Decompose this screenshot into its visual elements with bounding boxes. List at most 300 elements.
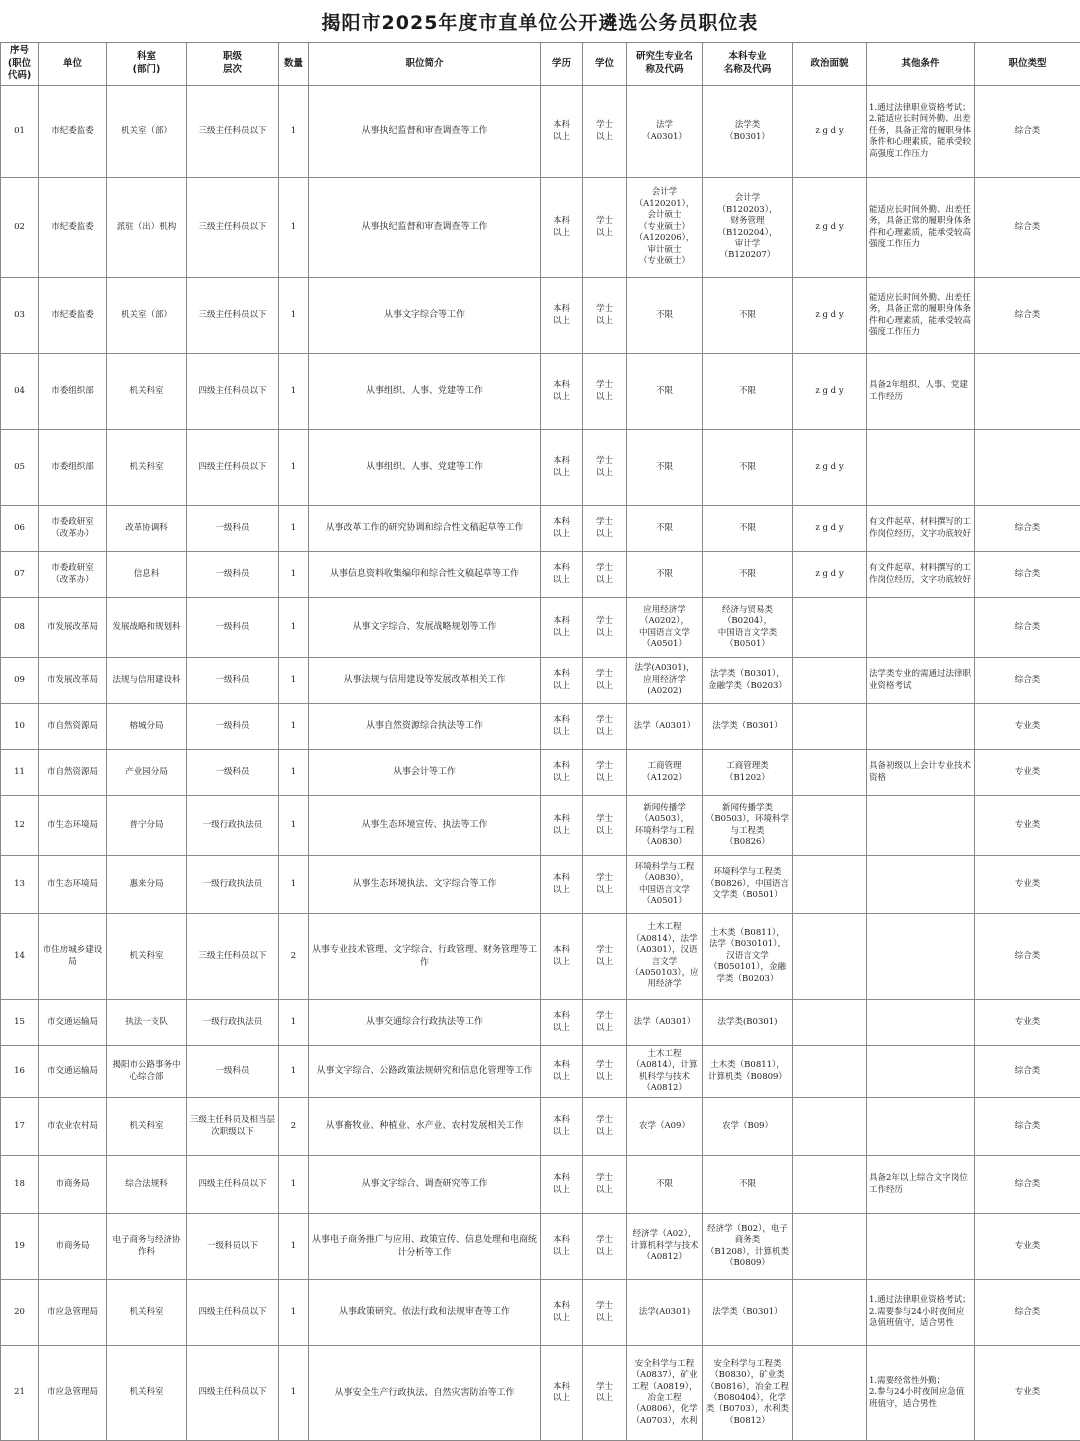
headcount-cell: 1 (279, 1000, 309, 1046)
degree-cell: 学士 以上 (583, 1346, 627, 1441)
department-cell: 电子商务与经济协作科 (107, 1214, 187, 1280)
degree-cell: 学士 以上 (583, 178, 627, 278)
table-row (1, 1046, 1080, 1098)
job-description-cell: 从事信息资料收集编印和综合性文稿起草等工作 (309, 552, 541, 598)
col-unit-header: 单位 (39, 43, 107, 86)
position-code-cell: 08 (1, 598, 39, 658)
rank-level-cell: 一级科员 (187, 750, 279, 796)
undergrad-major-cell: 土木类（B0811）， 计算机类（B0809） (703, 1046, 793, 1098)
undergrad-major-cell: 土木类（B0811）， 法学（B030101）， 汉语言文学 （B050101），金融学类（B0203） (703, 914, 793, 1000)
col-desc-header: 职位简介 (309, 43, 541, 86)
position-type-cell: 综合类 (975, 1280, 1080, 1346)
other-conditions-cell (867, 796, 975, 856)
other-conditions-cell: 能适应长时间外勤、出差任务，具备正常的履职身体条件和心理素质，能承受较高强度工作压力 (867, 178, 975, 278)
job-description-cell: 从事文字综合、发展战略规划等工作 (309, 598, 541, 658)
rank-level-cell: 四级主任科员以下 (187, 354, 279, 430)
education-cell: 本科 以上 (541, 506, 583, 552)
department-cell: 机关室（部） (107, 86, 187, 178)
other-conditions-cell: 有文件起草、材料撰写的工作岗位经历，文字功底较好 (867, 506, 975, 552)
headcount-cell: 1 (279, 598, 309, 658)
job-description-cell: 从事文字综合、公路政策法规研究和信息化管理等工作 (309, 1046, 541, 1098)
undergrad-major-cell: 法学类（B0301） (703, 1280, 793, 1346)
col-type-header: 职位类型 (975, 43, 1080, 86)
table-row (1, 796, 1080, 856)
position-code-cell: 01 (1, 86, 39, 178)
job-description-cell: 从事组织、人事、党建等工作 (309, 354, 541, 430)
table-row (1, 86, 1080, 178)
education-cell: 本科 以上 (541, 914, 583, 1000)
department-cell: 机关科室 (107, 354, 187, 430)
rank-level-cell: 一级科员 (187, 598, 279, 658)
unit-name-cell: 市纪委监委 (39, 178, 107, 278)
department-cell: 发展战略和规划科 (107, 598, 187, 658)
undergrad-major-cell: 农学（B09） (703, 1098, 793, 1156)
job-description-cell: 从事文字综合、调查研究等工作 (309, 1156, 541, 1214)
graduate-major-cell: 不限 (627, 552, 703, 598)
rank-level-cell: 一级科员 (187, 1046, 279, 1098)
political-status-cell (793, 704, 867, 750)
table-row (1, 1346, 1080, 1441)
undergrad-major-cell: 环境科学与工程类 （B0826），中国语言文学类（B0501） (703, 856, 793, 914)
department-cell: 改革协调科 (107, 506, 187, 552)
other-conditions-cell (867, 914, 975, 1000)
degree-cell: 学士 以上 (583, 1156, 627, 1214)
position-code-cell: 13 (1, 856, 39, 914)
education-cell: 本科 以上 (541, 86, 583, 178)
political-status-cell: z g d y (793, 506, 867, 552)
unit-name-cell: 市自然资源局 (39, 750, 107, 796)
degree-cell: 学士 以上 (583, 278, 627, 354)
table-row (1, 1000, 1080, 1046)
job-description-cell: 从事组织、人事、党建等工作 (309, 430, 541, 506)
position-code-cell: 12 (1, 796, 39, 856)
political-status-cell: z g d y (793, 278, 867, 354)
col-num-header: 数量 (279, 43, 309, 86)
unit-name-cell: 市自然资源局 (39, 704, 107, 750)
department-cell: 信息科 (107, 552, 187, 598)
table-body (1, 86, 1080, 1441)
rank-level-cell: 三级主任科员以下 (187, 914, 279, 1000)
job-description-cell: 从事畜牧业、种植业、水产业、农村发展相关工作 (309, 1098, 541, 1156)
rank-level-cell: 一级行政执法员 (187, 856, 279, 914)
headcount-cell: 1 (279, 430, 309, 506)
other-conditions-cell: 1.需要经常性外勤； 2.参与24小时夜间应急值班值守，适合男性 (867, 1346, 975, 1441)
positions-table (0, 42, 1080, 1441)
education-cell: 本科 以上 (541, 430, 583, 506)
unit-name-cell: 市商务局 (39, 1214, 107, 1280)
headcount-cell: 2 (279, 914, 309, 1000)
undergrad-major-cell: 不限 (703, 1156, 793, 1214)
position-code-cell: 09 (1, 658, 39, 704)
position-code-cell: 20 (1, 1280, 39, 1346)
other-conditions-cell: 1.通过法律职业资格考试； 2.能适应长时间外勤、出差任务，具备正常的履职身体条件和心理素质，能承受较高强度工作压力 (867, 86, 975, 178)
job-description-cell: 从事自然资源综合执法等工作 (309, 704, 541, 750)
headcount-cell: 1 (279, 658, 309, 704)
degree-cell: 学士 以上 (583, 552, 627, 598)
position-type-cell: 综合类 (975, 278, 1080, 354)
table-row (1, 750, 1080, 796)
position-type-cell: 综合类 (975, 598, 1080, 658)
undergrad-major-cell: 法学类(B0301) (703, 1000, 793, 1046)
degree-cell: 学士 以上 (583, 1214, 627, 1280)
political-status-cell: z g d y (793, 552, 867, 598)
table-row (1, 598, 1080, 658)
headcount-cell: 1 (279, 1280, 309, 1346)
other-conditions-cell: 具备2年组织、人事、党建工作经历 (867, 354, 975, 430)
other-conditions-cell: 具备初级以上会计专业技术资格 (867, 750, 975, 796)
graduate-major-cell: 不限 (627, 354, 703, 430)
position-type-cell: 综合类 (975, 1098, 1080, 1156)
other-conditions-cell: 法学类专业的需通过法律职业资格考试 (867, 658, 975, 704)
position-type-cell: 综合类 (975, 178, 1080, 278)
degree-cell: 学士 以上 (583, 914, 627, 1000)
position-code-cell: 07 (1, 552, 39, 598)
unit-name-cell: 市生态环境局 (39, 796, 107, 856)
political-status-cell (793, 796, 867, 856)
col-grad-major-header: 研究生专业名 称及代码 (627, 43, 703, 86)
other-conditions-cell: 有文件起草、材料撰写的工作岗位经历，文字功底较好 (867, 552, 975, 598)
unit-name-cell: 市纪委监委 (39, 86, 107, 178)
table-row (1, 506, 1080, 552)
political-status-cell (793, 1046, 867, 1098)
position-type-cell: 综合类 (975, 914, 1080, 1000)
degree-cell: 学士 以上 (583, 506, 627, 552)
department-cell: 普宁分局 (107, 796, 187, 856)
job-description-cell: 从事执纪监督和审查调查等工作 (309, 178, 541, 278)
other-conditions-cell (867, 598, 975, 658)
headcount-cell: 1 (279, 1346, 309, 1441)
graduate-major-cell: 不限 (627, 278, 703, 354)
table-row (1, 278, 1080, 354)
job-description-cell: 从事专业技术管理、文字综合、行政管理、财务管理等工作 (309, 914, 541, 1000)
department-cell: 执法一支队 (107, 1000, 187, 1046)
education-cell: 本科 以上 (541, 552, 583, 598)
degree-cell: 学士 以上 (583, 658, 627, 704)
job-description-cell: 从事交通综合行政执法等工作 (309, 1000, 541, 1046)
position-type-cell: 专业类 (975, 796, 1080, 856)
graduate-major-cell: 应用经济学 （A0202）， 中国语言文学 （A0501） (627, 598, 703, 658)
table-row (1, 1214, 1080, 1280)
rank-level-cell: 一级行政执法员 (187, 796, 279, 856)
degree-cell: 学士 以上 (583, 796, 627, 856)
graduate-major-cell: 法学 （A0301） (627, 86, 703, 178)
position-code-cell: 14 (1, 914, 39, 1000)
position-code-cell: 04 (1, 354, 39, 430)
other-conditions-cell (867, 1046, 975, 1098)
political-status-cell (793, 598, 867, 658)
headcount-cell: 1 (279, 178, 309, 278)
unit-name-cell: 市发展改革局 (39, 598, 107, 658)
job-description-cell: 从事安全生产行政执法、自然灾害防治等工作 (309, 1346, 541, 1441)
graduate-major-cell: 法学（A0301） (627, 704, 703, 750)
headcount-cell: 1 (279, 1046, 309, 1098)
department-cell: 榕城分局 (107, 704, 187, 750)
col-degree-header: 学位 (583, 43, 627, 86)
position-type-cell: 综合类 (975, 506, 1080, 552)
rank-level-cell: 一级科员以下 (187, 1214, 279, 1280)
department-cell: 机关科室 (107, 1346, 187, 1441)
degree-cell: 学士 以上 (583, 1098, 627, 1156)
graduate-major-cell: 工商管理 （A1202） (627, 750, 703, 796)
table-row (1, 914, 1080, 1000)
undergrad-major-cell: 会计学 （B120203）， 财务管理 （B120204）， 审计学 （B120207） (703, 178, 793, 278)
political-status-cell (793, 1346, 867, 1441)
undergrad-major-cell: 不限 (703, 278, 793, 354)
unit-name-cell: 市交通运输局 (39, 1000, 107, 1046)
undergrad-major-cell: 经济与贸易类 （B0204）， 中国语言文学类 （B0501） (703, 598, 793, 658)
headcount-cell: 1 (279, 750, 309, 796)
job-description-cell: 从事执纪监督和审查调查等工作 (309, 86, 541, 178)
education-cell: 本科 以上 (541, 354, 583, 430)
graduate-major-cell: 不限 (627, 430, 703, 506)
unit-name-cell: 市委组织部 (39, 354, 107, 430)
education-cell: 本科 以上 (541, 796, 583, 856)
unit-name-cell: 市应急管理局 (39, 1346, 107, 1441)
headcount-cell: 1 (279, 86, 309, 178)
position-code-cell: 02 (1, 178, 39, 278)
col-other-header: 其他条件 (867, 43, 975, 86)
col-code-header: 序号 (职位 代码) (1, 43, 39, 86)
rank-level-cell: 四级主任科员以下 (187, 1280, 279, 1346)
position-type-cell: 专业类 (975, 1000, 1080, 1046)
education-cell: 本科 以上 (541, 750, 583, 796)
job-description-cell: 从事生态环境宣传、执法等工作 (309, 796, 541, 856)
department-cell: 产业园分局 (107, 750, 187, 796)
other-conditions-cell: 能适应长时间外勤、出差任务，具备正常的履职身体条件和心理素质，能承受较高强度工作压力 (867, 278, 975, 354)
position-type-cell (975, 430, 1080, 506)
position-code-cell: 17 (1, 1098, 39, 1156)
education-cell: 本科 以上 (541, 704, 583, 750)
unit-name-cell: 市交通运输局 (39, 1046, 107, 1098)
graduate-major-cell: 法学(A0301) (627, 1280, 703, 1346)
headcount-cell: 1 (279, 552, 309, 598)
unit-name-cell: 市住房城乡建设局 (39, 914, 107, 1000)
position-type-cell: 综合类 (975, 1046, 1080, 1098)
political-status-cell (793, 750, 867, 796)
undergrad-major-cell: 新闻传播学类 （B0503），环境科学与工程类 （B0826） (703, 796, 793, 856)
department-cell: 机关科室 (107, 1098, 187, 1156)
graduate-major-cell: 土木工程 （A0814），计算机科学与技术 （A0812） (627, 1046, 703, 1098)
rank-level-cell: 三级主任科员及相当层次职级以下 (187, 1098, 279, 1156)
unit-name-cell: 市商务局 (39, 1156, 107, 1214)
col-dept-header: 科室 (部门) (107, 43, 187, 86)
department-cell: 揭阳市公路事务中心综合部 (107, 1046, 187, 1098)
headcount-cell: 1 (279, 354, 309, 430)
position-code-cell: 11 (1, 750, 39, 796)
graduate-major-cell: 会计学 （A120201）， 会计硕士 （专业硕士） （A120206）， 审计硕士 （专业硕士） (627, 178, 703, 278)
rank-level-cell: 一级科员 (187, 704, 279, 750)
table-row (1, 354, 1080, 430)
graduate-major-cell: 经济学（A02）， 计算机科学与技术（A0812） (627, 1214, 703, 1280)
position-type-cell: 综合类 (975, 1156, 1080, 1214)
rank-level-cell: 一级科员 (187, 552, 279, 598)
rank-level-cell: 四级主任科员以下 (187, 1156, 279, 1214)
degree-cell: 学士 以上 (583, 1000, 627, 1046)
undergrad-major-cell: 法学类（B0301） (703, 704, 793, 750)
col-rank-header: 职级 层次 (187, 43, 279, 86)
graduate-major-cell: 新闻传播学 （A0503）， 环境科学与工程 （A0830） (627, 796, 703, 856)
rank-level-cell: 三级主任科员以下 (187, 278, 279, 354)
undergrad-major-cell: 安全科学与工程类 （B0830），矿业类 （B0816），冶金工程（B080404），化学类（B0703），水利类（B0812） (703, 1346, 793, 1441)
headcount-cell: 1 (279, 278, 309, 354)
rank-level-cell: 四级主任科员以下 (187, 1346, 279, 1441)
position-code-cell: 18 (1, 1156, 39, 1214)
education-cell: 本科 以上 (541, 278, 583, 354)
degree-cell: 学士 以上 (583, 750, 627, 796)
rank-level-cell: 一级科员 (187, 506, 279, 552)
unit-name-cell: 市委政研室 （改革办） (39, 552, 107, 598)
undergrad-major-cell: 不限 (703, 430, 793, 506)
position-code-cell: 15 (1, 1000, 39, 1046)
rank-level-cell: 一级行政执法员 (187, 1000, 279, 1046)
unit-name-cell: 市农业农村局 (39, 1098, 107, 1156)
education-cell: 本科 以上 (541, 1098, 583, 1156)
degree-cell: 学士 以上 (583, 856, 627, 914)
table-row (1, 430, 1080, 506)
political-status-cell (793, 1156, 867, 1214)
department-cell: 派驻（出）机构 (107, 178, 187, 278)
other-conditions-cell (867, 704, 975, 750)
position-code-cell: 21 (1, 1346, 39, 1441)
table-row (1, 1156, 1080, 1214)
job-description-cell: 从事会计等工作 (309, 750, 541, 796)
political-status-cell (793, 914, 867, 1000)
headcount-cell: 1 (279, 796, 309, 856)
undergrad-major-cell: 法学类（B0301）， 金融学类（B0203） (703, 658, 793, 704)
education-cell: 本科 以上 (541, 658, 583, 704)
department-cell: 机关科室 (107, 1280, 187, 1346)
page-title: 揭阳市2025年度市直单位公开遴选公务员职位表 (0, 0, 1080, 42)
table-row (1, 658, 1080, 704)
job-description-cell: 从事法规与信用建设等发展改革相关工作 (309, 658, 541, 704)
position-code-cell: 19 (1, 1214, 39, 1280)
position-type-cell: 专业类 (975, 750, 1080, 796)
unit-name-cell: 市委组织部 (39, 430, 107, 506)
col-political-header: 政治面貌 (793, 43, 867, 86)
graduate-major-cell: 安全科学与工程 （A0837），矿业工程（A0819）， 冶金工程 （A0806），化学（A0703），水利 (627, 1346, 703, 1441)
position-type-cell: 专业类 (975, 704, 1080, 750)
undergrad-major-cell: 不限 (703, 506, 793, 552)
headcount-cell: 1 (279, 856, 309, 914)
job-description-cell: 从事生态环境执法、文字综合等工作 (309, 856, 541, 914)
unit-name-cell: 市纪委监委 (39, 278, 107, 354)
rank-level-cell: 一级科员 (187, 658, 279, 704)
job-description-cell: 从事电子商务推广与应用、政策宣传、信息处理和电商统计分析等工作 (309, 1214, 541, 1280)
education-cell: 本科 以上 (541, 178, 583, 278)
job-description-cell: 从事改革工作的研究协调和综合性文稿起草等工作 (309, 506, 541, 552)
political-status-cell: z g d y (793, 178, 867, 278)
degree-cell: 学士 以上 (583, 354, 627, 430)
political-status-cell (793, 658, 867, 704)
headcount-cell: 1 (279, 1156, 309, 1214)
undergrad-major-cell: 法学类 （B0301） (703, 86, 793, 178)
rank-level-cell: 三级主任科员以下 (187, 86, 279, 178)
education-cell: 本科 以上 (541, 856, 583, 914)
position-code-cell: 05 (1, 430, 39, 506)
position-type-cell: 专业类 (975, 1214, 1080, 1280)
table-row (1, 856, 1080, 914)
department-cell: 机关科室 (107, 914, 187, 1000)
education-cell: 本科 以上 (541, 1214, 583, 1280)
other-conditions-cell (867, 430, 975, 506)
table-row (1, 704, 1080, 750)
graduate-major-cell: 不限 (627, 506, 703, 552)
undergrad-major-cell: 工商管理类 （B1202） (703, 750, 793, 796)
education-cell: 本科 以上 (541, 1346, 583, 1441)
headcount-cell: 1 (279, 704, 309, 750)
education-cell: 本科 以上 (541, 1046, 583, 1098)
political-status-cell (793, 1098, 867, 1156)
political-status-cell (793, 856, 867, 914)
job-description-cell: 从事政策研究、依法行政和法规审查等工作 (309, 1280, 541, 1346)
education-cell: 本科 以上 (541, 598, 583, 658)
position-code-cell: 10 (1, 704, 39, 750)
graduate-major-cell: 法学(A0301)， 应用经济学 (A0202) (627, 658, 703, 704)
position-type-cell: 综合类 (975, 658, 1080, 704)
graduate-major-cell: 土木工程 （A0814），法学（A0301），汉语言文学 （A050103），应用经济学 (627, 914, 703, 1000)
position-type-cell: 专业类 (975, 856, 1080, 914)
undergrad-major-cell: 不限 (703, 552, 793, 598)
other-conditions-cell (867, 1214, 975, 1280)
headcount-cell: 1 (279, 1214, 309, 1280)
graduate-major-cell: 法学（A0301） (627, 1000, 703, 1046)
position-type-cell (975, 354, 1080, 430)
undergrad-major-cell: 不限 (703, 354, 793, 430)
position-type-cell: 专业类 (975, 1346, 1080, 1441)
education-cell: 本科 以上 (541, 1000, 583, 1046)
headcount-cell: 1 (279, 506, 309, 552)
table-row (1, 178, 1080, 278)
unit-name-cell: 市委政研室 （改革办） (39, 506, 107, 552)
department-cell: 机关科室 (107, 430, 187, 506)
col-ug-major-header: 本科专业 名称及代码 (703, 43, 793, 86)
headcount-cell: 2 (279, 1098, 309, 1156)
political-status-cell: z g d y (793, 354, 867, 430)
degree-cell: 学士 以上 (583, 1280, 627, 1346)
department-cell: 惠来分局 (107, 856, 187, 914)
rank-level-cell: 四级主任科员以下 (187, 430, 279, 506)
position-code-cell: 16 (1, 1046, 39, 1098)
degree-cell: 学士 以上 (583, 598, 627, 658)
political-status-cell (793, 1000, 867, 1046)
unit-name-cell: 市发展改革局 (39, 658, 107, 704)
position-code-cell: 03 (1, 278, 39, 354)
table-header (1, 43, 1080, 86)
unit-name-cell: 市应急管理局 (39, 1280, 107, 1346)
political-status-cell (793, 1280, 867, 1346)
political-status-cell: z g d y (793, 86, 867, 178)
position-code-cell: 06 (1, 506, 39, 552)
other-conditions-cell (867, 856, 975, 914)
position-type-cell: 综合类 (975, 86, 1080, 178)
other-conditions-cell: 具备2年以上综合文字岗位工作经历 (867, 1156, 975, 1214)
job-description-cell: 从事文字综合等工作 (309, 278, 541, 354)
table-row (1, 1280, 1080, 1346)
graduate-major-cell: 不限 (627, 1156, 703, 1214)
rank-level-cell: 三级主任科员以下 (187, 178, 279, 278)
political-status-cell: z g d y (793, 430, 867, 506)
table-row (1, 1098, 1080, 1156)
degree-cell: 学士 以上 (583, 430, 627, 506)
department-cell: 综合法规科 (107, 1156, 187, 1214)
degree-cell: 学士 以上 (583, 704, 627, 750)
col-edu-header: 学历 (541, 43, 583, 86)
undergrad-major-cell: 经济学（B02），电子商务类 （B1208），计算机类（B0809） (703, 1214, 793, 1280)
degree-cell: 学士 以上 (583, 1046, 627, 1098)
other-conditions-cell (867, 1098, 975, 1156)
education-cell: 本科 以上 (541, 1280, 583, 1346)
political-status-cell (793, 1214, 867, 1280)
